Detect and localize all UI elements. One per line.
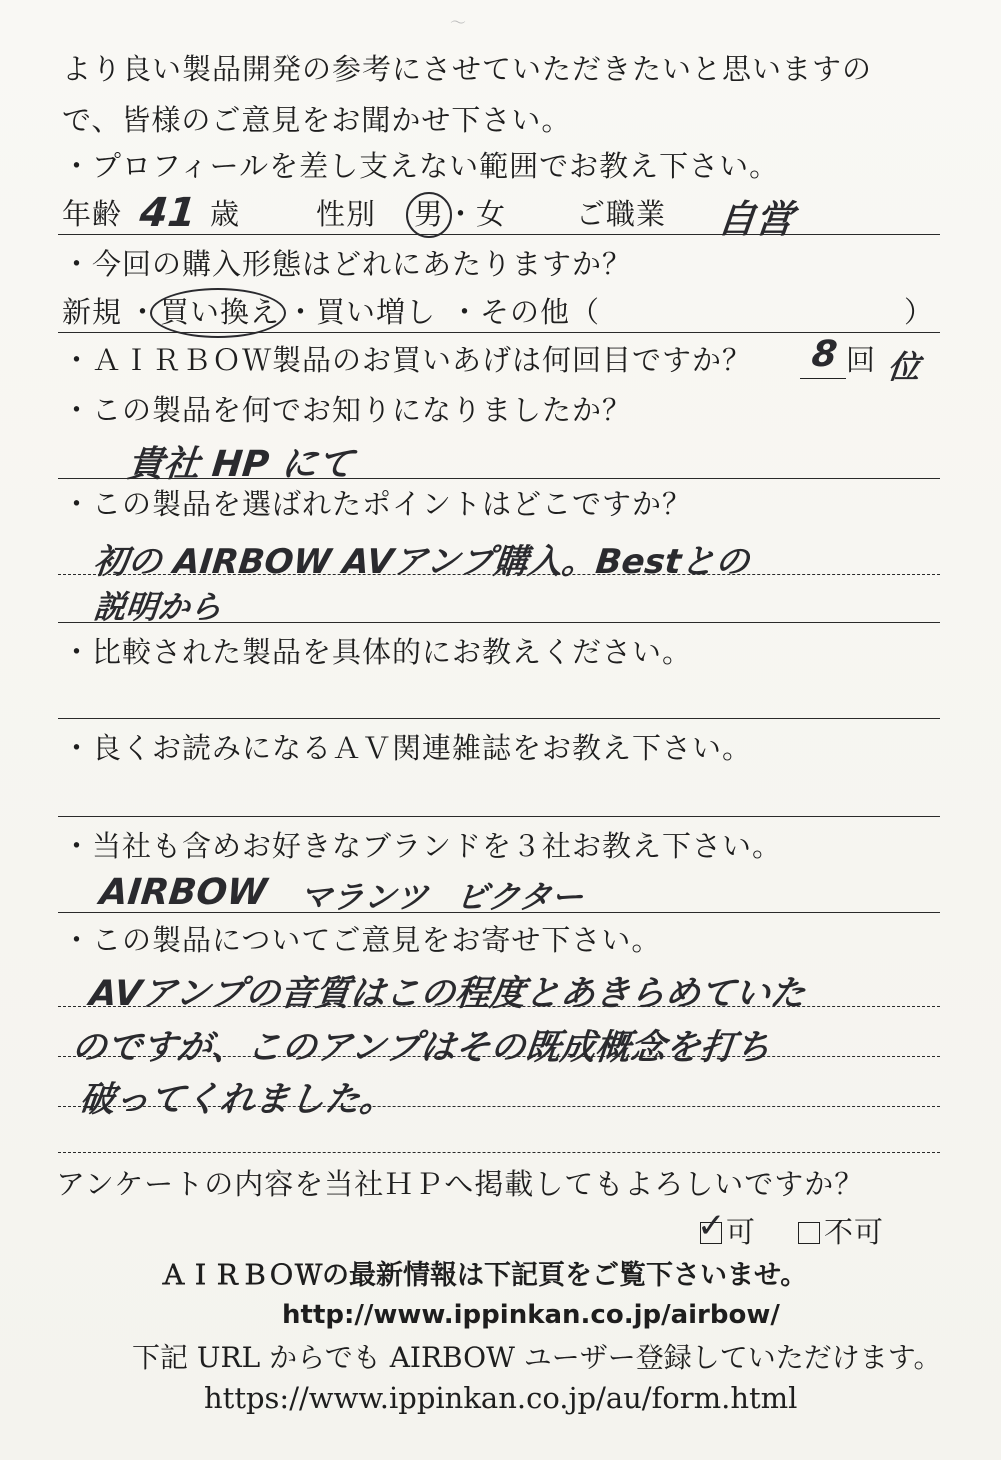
rule-line: [58, 234, 940, 235]
publish-no-label: 不可: [824, 1215, 885, 1249]
rule-line: [58, 718, 940, 719]
profile-question: ・プロフィールを差し支えない範囲でお教え下さい。: [62, 149, 780, 183]
publish-no-checkbox[interactable]: [798, 1222, 820, 1244]
compared-question: ・比較された製品を具体的にお教えください。: [62, 635, 693, 669]
publish-option-yes: [697, 1206, 757, 1249]
check-mark-icon: ✓: [697, 1206, 727, 1246]
option-new: 新規: [62, 295, 123, 329]
footer-url-2[interactable]: https://www.ippinkan.co.jp/au/form.html: [204, 1381, 798, 1415]
age-label: 年齢: [62, 197, 123, 231]
option-other: ・その他（: [450, 295, 601, 329]
rule-line: [58, 1152, 940, 1153]
brand-2: マランツ: [297, 878, 430, 916]
footer-url-1[interactable]: http://www.ippinkan.co.jp/airbow/: [282, 1300, 780, 1330]
age-value: 41: [137, 190, 199, 236]
option-replace-circle: [150, 288, 286, 338]
publish-option-no: [798, 1215, 885, 1249]
gender-label: 性別: [316, 197, 377, 231]
gender-male: 男: [414, 197, 445, 231]
intro-line-2: で、皆様のご意見をお聞かせ下さい。: [62, 103, 572, 137]
rule-line: [58, 332, 940, 333]
rule-line: [58, 1106, 940, 1107]
count-underline: [800, 378, 846, 379]
job-label: ご職業: [576, 197, 667, 231]
purchase-count-value: 8: [809, 334, 840, 375]
paper-mark: 〜: [450, 13, 467, 32]
rule-line: [58, 1006, 940, 1007]
purchase-type-question: ・今回の購入形態はどれにあたりますか？: [62, 247, 633, 281]
brand-1: AIRBOW: [97, 872, 269, 913]
rule-line: [58, 478, 940, 479]
purchase-count-question: ・ＡＩＲＢＯＷ製品のお買いあげは何回目ですか？: [62, 343, 753, 377]
age-unit: 歳: [210, 197, 241, 231]
job-value: 自営: [715, 197, 796, 241]
rule-line: [58, 1056, 940, 1057]
rule-line: [58, 912, 940, 913]
publish-question: アンケートの内容を当社ＨＰへ掲載してもよろしいですか？: [56, 1167, 865, 1201]
brands-question: ・当社も含めお好きなブランドを３社お教え下さい。: [62, 829, 783, 863]
opinion-question: ・この製品についてご意見をお寄せ下さい。: [62, 923, 662, 957]
opinion-line-1: AVアンプの音質はこの程度とあきらめていた: [87, 974, 808, 1014]
gender-female: 女: [476, 197, 507, 231]
option-replace: 買い換え: [160, 295, 281, 329]
how-known-question: ・この製品を何でお知りになりましたか？: [62, 393, 633, 427]
opinion-line-2: のですが、このアンプはその既成概念を打ち: [69, 1028, 773, 1068]
purchase-count-unit: 回: [846, 343, 877, 377]
rule-line: [58, 622, 940, 623]
footer-info-line: ＡＩＲＢＯＷの最新情報は下記頁をご覧下さいませ。: [160, 1260, 808, 1291]
option-add: ・買い増し: [286, 295, 437, 329]
magazine-question: ・良くお読みになるＡＶ関連雑誌をお教え下さい。: [62, 731, 753, 765]
reason-question: ・この製品を選ばれたポイントはどこですか？: [62, 487, 693, 521]
intro-line-1: より良い製品開発の参考にさせていただきたいと思いますの: [62, 52, 873, 86]
how-known-answer: 貴社 HP にて: [125, 444, 356, 485]
gender-separator: ・: [446, 197, 477, 231]
publish-yes-checkbox[interactable]: [697, 1206, 727, 1246]
purchase-count-note: 位: [885, 348, 922, 386]
rule-line: [58, 574, 940, 575]
brand-3: ビクター: [453, 878, 586, 916]
reason-answer-line-1: 初の AIRBOW AVアンプ購入。Bestとの: [91, 542, 752, 582]
option-other-close: ）: [904, 295, 935, 329]
rule-line: [58, 816, 940, 817]
publish-yes-label: 可: [726, 1215, 757, 1249]
reason-answer-line-2: 説明から: [91, 588, 224, 626]
footer-register-line: 下記 URL からでも AIRBOW ユーザー登録していただけます。: [132, 1341, 942, 1374]
option-separator: ・: [128, 295, 159, 329]
opinion-line-3: 破ってくれました。: [77, 1080, 397, 1120]
